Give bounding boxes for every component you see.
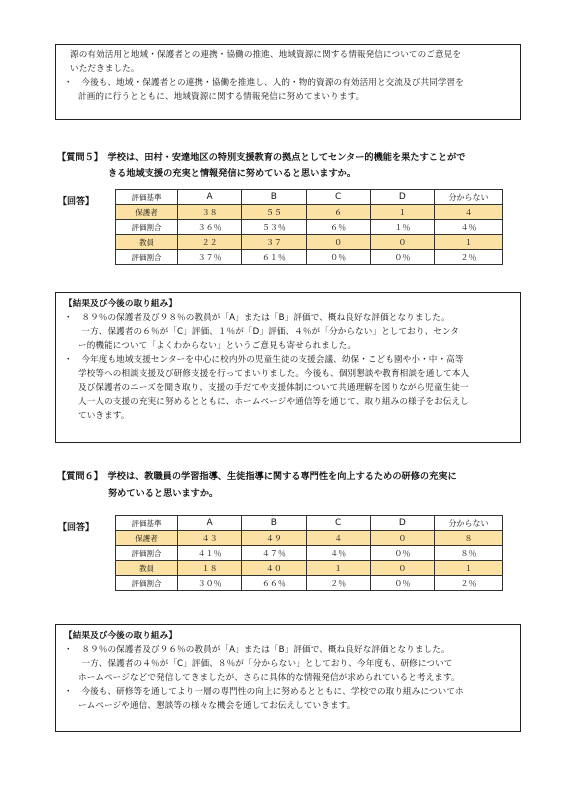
q5-heading-line2: きる地域支援の充実と情報発信に努めていると思いますか。 <box>108 168 357 179</box>
table-cell: ８ <box>435 531 503 546</box>
q6-results-line: ・ 今後も、研修等を通してより一層の専門性の向上に努めるとともに、学校での取り組みについてホ <box>64 687 464 697</box>
table-cell: ３６％ <box>178 220 242 235</box>
table-cell: ３８ <box>178 205 242 220</box>
q6-results-title: 【結果及び今後の取り組み】 <box>64 631 178 641</box>
q6-results-line: ・ ８９％の保護者及び９６％の教員が「A」または「B」評価で、概ね良好な評価となりました。 <box>64 645 450 655</box>
table-cell: ４９ <box>242 531 306 546</box>
table-row <box>116 576 503 591</box>
table-cell: ６ <box>306 205 370 220</box>
q6-results-table <box>115 515 503 591</box>
table-header-cell: 評価基準 <box>116 516 178 531</box>
q5-results-line: 学校等への相談支援及び研修支援を行ってまいりました。今後も、個別懇談や教育相談を通して本人 <box>78 369 470 379</box>
q5-results-line: ・ ８９％の保護者及び９８％の教員が「A」または「B」評価で、概ね良好な評価となりました。 <box>64 313 450 323</box>
q5-answer-label: 【回答】 <box>58 197 95 207</box>
table-cell: ６１％ <box>242 250 306 265</box>
table-row <box>116 546 503 561</box>
table-cell: 保護者 <box>116 205 178 220</box>
table-cell: ０ <box>370 531 434 546</box>
table-cell: 保護者 <box>116 531 178 546</box>
table-row <box>116 250 503 265</box>
q5-header-row <box>116 190 503 205</box>
table-header-cell: B <box>242 190 306 205</box>
q5-results-title: 【結果及び今後の取り組み】 <box>64 299 178 309</box>
q6-results-line: ホームページなどで発信してきましたが、さらに具体的な情報発信が求められていると考えます。 <box>78 673 460 683</box>
table-cell: ０％ <box>370 546 434 561</box>
table-cell: ４０ <box>242 561 306 576</box>
table-cell: ２２ <box>178 235 242 250</box>
q5-heading-line1: 【質問５】 学校は、田村・安達地区の特別支援教育の拠点としてセンター的機能を果たすことがで <box>57 152 466 163</box>
table-cell: １ <box>435 235 503 250</box>
q6-results-box <box>55 624 521 732</box>
table-cell: ０％ <box>370 576 434 591</box>
q6-heading-line1: 【質問６】 学校は、教職員の学習指導、生徒指導に関する専門性を向上するための研修の充実に <box>57 471 457 482</box>
table-cell: ０％ <box>370 250 434 265</box>
table-cell: ３７ <box>242 235 306 250</box>
q5-results-line: ー的機能について「よくわからない」というご意見も寄せられました。 <box>78 341 357 351</box>
table-header-cell: B <box>242 516 306 531</box>
table-header-cell: 分からない <box>435 190 503 205</box>
q6-header-row <box>116 516 503 531</box>
q5-results-line: 及び保護者のニーズを聞き取り、支援の手だてや支援体制について共通理解を図りながら児童生徒一 <box>78 383 469 393</box>
table-row <box>116 531 503 546</box>
table-cell: 評価割合 <box>116 250 178 265</box>
q5-results-line: 人一人の支援の充実に努めるとともに、ホームページや通信等を通じて、取り組みの様子をお伝えし <box>78 397 469 407</box>
table-cell: ０ <box>370 561 434 576</box>
table-cell: ５５ <box>242 205 306 220</box>
q6-results-line: 一方、保護者の４％が「C」評価、８％が「分からない」としており、今年度も、研修について <box>64 659 453 669</box>
table-cell: ６％ <box>306 220 370 235</box>
table-cell: ０％ <box>306 250 370 265</box>
table-cell: 評価割合 <box>116 220 178 235</box>
table-header-cell: A <box>178 190 242 205</box>
table-cell: ０ <box>370 235 434 250</box>
table-header-cell: D <box>370 516 434 531</box>
table-cell: ４ <box>306 531 370 546</box>
table-cell: ２％ <box>306 576 370 591</box>
table-cell: ２％ <box>435 576 503 591</box>
table-cell: ４％ <box>306 546 370 561</box>
table-cell: １８ <box>178 561 242 576</box>
top-line-3: ・ 今後も、地域・保護者との連携・協働を推進し、人的・物的資源の有効活用と交流及び共同学習を <box>64 78 464 88</box>
table-cell: ８％ <box>435 546 503 561</box>
q5-results-table <box>115 189 503 265</box>
table-cell: ４７％ <box>242 546 306 561</box>
table-cell: ４１％ <box>178 546 242 561</box>
table-cell: ３７％ <box>178 250 242 265</box>
table-row <box>116 561 503 576</box>
q5-results-line: ていきます。 <box>78 411 130 421</box>
table-cell: 評価割合 <box>116 546 178 561</box>
table-cell: １ <box>435 561 503 576</box>
table-row <box>116 220 503 235</box>
top-comment-box <box>55 44 521 120</box>
q6-heading-line2: 努めていると思いますか。 <box>108 488 219 499</box>
table-header-cell: C <box>306 190 370 205</box>
table-header-cell: D <box>370 190 434 205</box>
table-cell: 教員 <box>116 561 178 576</box>
table-cell: 評価割合 <box>116 576 178 591</box>
table-cell: ４％ <box>435 220 503 235</box>
table-cell: ６６％ <box>242 576 306 591</box>
table-cell: ０ <box>306 235 370 250</box>
q5-results-box <box>55 292 521 443</box>
table-cell: 教員 <box>116 235 178 250</box>
q5-results-line: ・ 今年度も地域支援センターを中心に校内外の児童生徒の支援会議、幼保・こども園や小・中・高等 <box>64 355 464 365</box>
table-header-cell: 分からない <box>435 516 503 531</box>
top-line-1: 源の有効活用と地域・保護者との連携・協働の推進、地域資源に関する情報発信についてのご意見を <box>70 50 462 60</box>
table-cell: ４ <box>435 205 503 220</box>
table-cell: １ <box>370 205 434 220</box>
q6-results-line: ームページや通信、懇談等の様々な機会を通してお伝えしていきます。 <box>78 701 356 711</box>
table-header-cell: 評価基準 <box>116 190 178 205</box>
top-line-2: いただきました。 <box>70 64 140 74</box>
table-cell: ３０％ <box>178 576 242 591</box>
table-row <box>116 205 503 220</box>
table-cell: ２％ <box>435 250 503 265</box>
table-header-cell: A <box>178 516 242 531</box>
table-cell: １％ <box>370 220 434 235</box>
top-line-4: 計画的に行うとともに、地域資源に関する情報発信に努めてまいります。 <box>78 92 365 102</box>
table-header-cell: C <box>306 516 370 531</box>
q5-results-line: 一方、保護者の６％が「C」評価、１％が「D」評価、４％が「分からない」としており、センタ <box>64 327 460 337</box>
table-row <box>116 235 503 250</box>
table-cell: ４３ <box>178 531 242 546</box>
table-cell: １ <box>306 561 370 576</box>
q6-answer-label: 【回答】 <box>58 523 95 533</box>
table-cell: ５３％ <box>242 220 306 235</box>
